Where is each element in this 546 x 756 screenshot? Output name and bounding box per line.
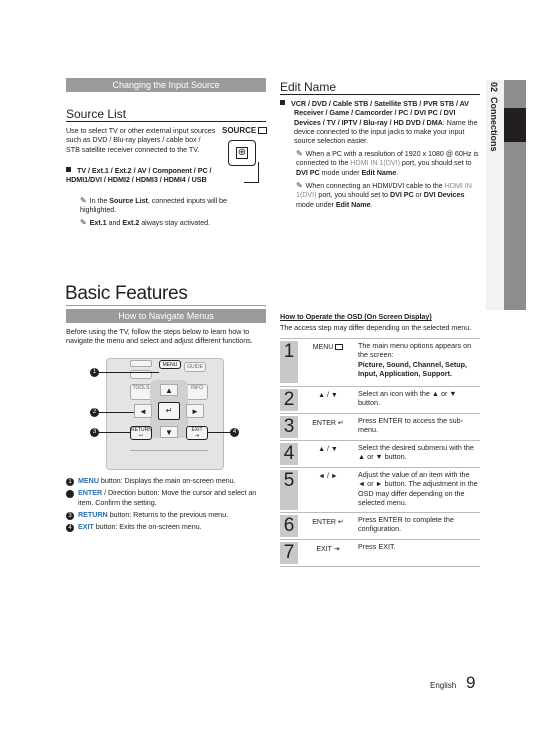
source-list-items: TV / Ext.1 / Ext.2 / AV / Component / PC / HDMI1/DVI / HDMI2 / HDMI3 / HDMI4 / USB (66, 166, 212, 185)
edit-name-heading: Edit Name (280, 80, 337, 94)
footer-language: English (430, 681, 457, 690)
source-list-note-1: ✎ In the Source List, connected inputs will be highlighted. (80, 196, 227, 215)
source-button-callout-line-2 (244, 182, 259, 183)
bullet-square (66, 167, 71, 172)
dpad-enter-button: ↵ (158, 402, 180, 420)
note-icon: ✎ (296, 181, 303, 190)
marker-4-line (208, 432, 230, 433)
edit-name-bullet: VCR / DVD / Cable STB / Satellite STB / PVR STB / AV Receiver / Game / Camcorder / PC / DVI PC / DVI Devices / TV / IPTV / Blu-ray / HD DVD / DMA: Name the device connected to the input jacks to make your input source selection easier. (280, 99, 480, 145)
osd-step: 5 ◄ / ► Adjust the value of an item with the ◄ or ► button. The adjustment in the OSD may differ depending on the selected menu. (280, 467, 480, 512)
marker-4: 4 (230, 428, 239, 437)
source-list-note-2: ✎ Ext.1 and Ext.2 always stay activated. (80, 218, 211, 227)
enter-icon: ↵ (335, 420, 344, 427)
note-icon: ✎ (80, 218, 87, 227)
remote-menu-button: MENU (159, 360, 181, 369)
legend-item-menu: 1 MENU button: Displays the main on-screen menu. (66, 476, 266, 486)
basic-features-title: Basic Features (65, 283, 188, 304)
page-number: 9 (466, 673, 476, 692)
remote-return-button: RETURN ↩ (131, 427, 152, 439)
marker-1-line (99, 372, 159, 373)
source-list-description: Use to select TV or other external input sources such as DVD / Blu-ray players / cable box / STB satellite receiver connected to the TV. (66, 126, 216, 154)
edit-name-note-2: ✎ When connecting an HDMI/DVI cable to the HDMI IN 1(DVI) port, you should set to DVI PC or DVI Devices mode under Edit Name. (296, 181, 472, 209)
osd-subtitle: The access step may differ depending on the selected menu. (280, 323, 472, 332)
source-button-label: SOURCE (222, 126, 268, 135)
remote-info-button: INFO (186, 384, 208, 400)
side-tab-chapter-label (489, 82, 499, 152)
source-list-rule (66, 121, 266, 122)
remote-tools-button: TOOLS (130, 384, 152, 400)
marker-1: 1 (90, 368, 99, 377)
changing-input-bar: Changing the Input Source (66, 78, 266, 92)
edit-name-note-1: ✎ When a PC with a resolution of 1920 x 1080 @ 60Hz is connected to the HDMI IN 1(DVI) port, you should set to DVI PC mode under Edit Name. (296, 149, 479, 177)
osd-step: 2 ▲ / ▼ Select an icon with the ▲ or ▼ button. (280, 386, 480, 413)
source-button-callout-line (258, 162, 259, 182)
osd-step: 7 EXIT ⇥ Press EXIT. (280, 539, 480, 567)
dpad-right-button: ► (186, 404, 204, 418)
osd-step: 6 ENTER ↵ Press ENTER to complete the configuration. (280, 512, 480, 539)
marker-2: 2 (90, 408, 99, 417)
remote-guide-button: GUIDE (184, 362, 206, 372)
source-list-bullet (66, 166, 236, 185)
legend-item-exit: 4 EXIT button: Exits the on-screen menu. (66, 522, 266, 532)
osd-step: 4 ▲ / ▼ Select the desired submenu with the ▲ or ▼ button. (280, 440, 480, 467)
osd-heading: How to Operate the OSD (On Screen Display) (280, 312, 432, 321)
osd-step: 3 ENTER ↵ Press ENTER to access the sub-menu. (280, 413, 480, 440)
dpad-up-button: ▲ (160, 384, 178, 396)
legend-item-return: 3 RETURN button: Returns to the previous menu. (66, 510, 266, 520)
source-list-heading: Source List (66, 107, 127, 121)
navigate-intro: Before using the TV, follow the steps below to learn how to navigate the menu and select and adjust different functions. (66, 327, 253, 346)
remote-top-button (130, 360, 152, 367)
source-input-icon: ⊕ (237, 147, 247, 158)
side-tab-title: Connections (489, 97, 499, 152)
basic-features-rule (66, 305, 266, 306)
dpad-down-button: ▼ (160, 426, 178, 438)
side-tab-active-marker (504, 108, 526, 142)
side-tab-chapter: 02 (489, 82, 499, 93)
menu-icon (335, 344, 343, 350)
bullet-square (280, 100, 285, 105)
marker-3-line (99, 432, 130, 433)
remote-bottom-row (130, 450, 208, 458)
note-icon: ✎ (80, 196, 87, 205)
osd-step: 1 MENU The main menu options appears on the screen: Picture, Sound, Channel, Setup, Input, Application, Support. (280, 338, 480, 386)
source-button (228, 140, 256, 166)
dpad-left-button: ◄ (134, 404, 152, 418)
marker-2-line (99, 412, 134, 413)
remote-illustration (86, 354, 246, 472)
legend-item-enter: 2 ENTER / Direction button: Move the cursor and select an item. Confirm the setting. (62, 488, 257, 507)
note-icon: ✎ (296, 149, 303, 158)
source-label-icon (258, 127, 267, 134)
osd-steps-table (280, 338, 480, 567)
enter-icon: ↵ (335, 519, 344, 526)
exit-icon: ⇥ (331, 546, 340, 553)
edit-name-rule (280, 94, 480, 95)
remote-exit-button: EXIT ⇥ (186, 426, 208, 440)
marker-3: 3 (90, 428, 99, 437)
navigate-menus-bar: How to Navigate Menus (66, 309, 266, 323)
